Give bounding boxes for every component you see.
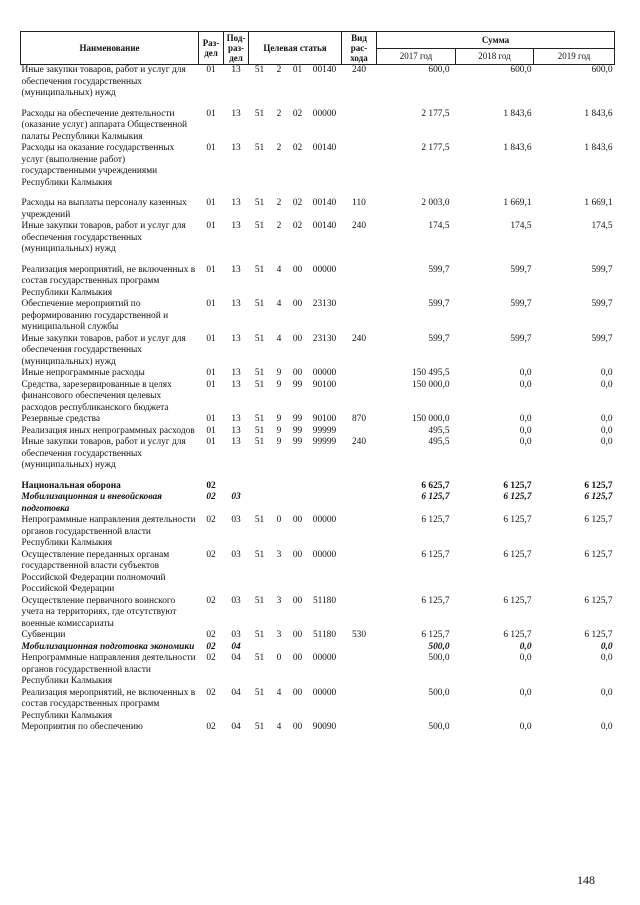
row-target-subprogram	[271, 642, 288, 654]
row-podrazdel: 13	[231, 65, 241, 75]
row-razdel: 01	[206, 437, 216, 447]
row-sum-2017: 174,5	[428, 221, 450, 231]
table-row	[21, 426, 615, 438]
row-razdel: 02	[206, 630, 216, 640]
row-razdel: 01	[206, 198, 216, 208]
row-vid-raskhoda	[342, 653, 377, 688]
row-target-program: 51	[254, 379, 265, 390]
row-target-program	[249, 472, 271, 493]
row-target-subprogram: 0	[276, 653, 282, 663]
row-target-event: 01	[292, 65, 303, 75]
row-target-subprogram: 4	[276, 264, 282, 275]
row-sum-2017: 6 625,7	[421, 480, 450, 491]
row-name: Осуществление первичного воинского учета на территориях, где отсутствуют военные комиссариаты	[21, 595, 177, 629]
row-target-program: 51	[254, 595, 265, 606]
row-target-direction: 00140	[312, 198, 337, 208]
row-target-direction: 51180	[312, 630, 337, 640]
table-row	[21, 688, 615, 723]
row-target-direction: 00140	[312, 65, 337, 75]
row-sum-2017: 495,5	[428, 437, 450, 447]
row-target-program: 51	[254, 108, 265, 119]
row-sum-2018: 0,0	[519, 379, 532, 390]
row-sum-2019: 0,0	[600, 653, 613, 663]
row-vid-raskhoda: 240	[351, 333, 367, 344]
row-target-program: 51	[254, 414, 265, 424]
row-podrazdel: 03	[231, 515, 241, 525]
row-podrazdel	[224, 472, 249, 493]
row-razdel: 02	[206, 549, 216, 560]
row-target-program	[249, 492, 271, 515]
row-target-direction: 00000	[312, 264, 337, 275]
row-sum-2017: 150 495,5	[412, 368, 450, 378]
row-podrazdel: 13	[231, 379, 241, 390]
table-row	[21, 299, 615, 334]
row-vid-raskhoda: 240	[351, 437, 367, 447]
table-row	[21, 492, 615, 515]
row-podrazdel: 13	[231, 264, 241, 275]
row-vid-raskhoda	[342, 722, 377, 734]
header-target: Целевая статья	[249, 32, 342, 65]
row-vid-raskhoda	[342, 299, 377, 334]
row-sum-2017: 600,0	[428, 65, 450, 75]
row-target-program: 51	[254, 549, 265, 560]
row-sum-2018: 599,7	[510, 299, 532, 309]
row-razdel: 01	[206, 108, 216, 119]
row-vid-raskhoda	[342, 472, 377, 493]
row-target-program: 51	[254, 687, 265, 698]
row-podrazdel: 13	[231, 425, 241, 436]
row-sum-2018: 6 125,7	[503, 595, 532, 606]
row-sum-2019: 6 125,7	[584, 492, 613, 502]
row-vid-raskhoda	[342, 380, 377, 415]
row-sum-2019: 0,0	[600, 437, 613, 447]
row-sum-2018: 1 669,1	[503, 198, 532, 208]
row-sum-2018: 0,0	[519, 687, 532, 698]
row-target-subprogram: 2	[276, 143, 282, 153]
row-sum-2017: 6 125,7	[421, 630, 450, 640]
row-name: Расходы на обеспечение деятельности (оказание услуг) аппарата Общественной палаты Республики Калмыкия	[21, 108, 188, 142]
row-target-event	[288, 642, 308, 654]
table-header	[21, 32, 615, 65]
row-target-subprogram	[271, 472, 288, 493]
row-name: Реализация иных непрограммных расходов	[21, 425, 195, 436]
row-podrazdel: 03	[231, 595, 241, 606]
row-podrazdel: 03	[231, 549, 241, 560]
row-target-event: 00	[292, 687, 303, 698]
row-razdel: 01	[206, 221, 216, 231]
row-sum-2017: 599,7	[428, 333, 450, 344]
row-sum-2017: 6 125,7	[421, 492, 450, 502]
row-target-subprogram: 9	[276, 425, 282, 436]
row-sum-2019: 0,0	[600, 368, 613, 378]
row-sum-2017: 150 000,0	[412, 414, 450, 424]
table-row	[21, 630, 615, 642]
row-sum-2019: 0,0	[600, 425, 613, 436]
row-sum-2018: 599,7	[510, 264, 532, 275]
row-sum-2018: 0,0	[519, 425, 532, 436]
row-target-subprogram: 4	[276, 687, 282, 698]
row-sum-2017: 150 000,0	[412, 379, 450, 390]
row-target-subprogram: 3	[276, 549, 282, 560]
table-row	[21, 380, 615, 415]
row-target-program: 51	[254, 630, 265, 640]
row-sum-2019: 0,0	[600, 641, 613, 652]
row-sum-2019: 0,0	[600, 379, 613, 390]
row-target-direction	[308, 472, 342, 493]
row-sum-2017: 2 003,0	[421, 198, 450, 208]
row-sum-2019: 6 125,7	[584, 595, 613, 606]
row-vid-raskhoda: 110	[352, 198, 366, 208]
row-name: Осуществление переданных органам государственной власти субъектов Российской Федерации полномочий Российской Федерации	[21, 549, 170, 594]
row-name: Иные непрограммные расходы	[21, 368, 145, 378]
table-row	[21, 515, 615, 550]
row-sum-2019: 0,0	[600, 687, 613, 698]
row-podrazdel: 03	[231, 492, 241, 502]
row-sum-2018: 0,0	[519, 641, 532, 652]
table-row	[21, 550, 615, 596]
row-name: Субвенции	[21, 630, 66, 640]
row-sum-2018: 0,0	[519, 437, 532, 447]
header-name: Наименование	[21, 32, 199, 65]
row-podrazdel: 13	[231, 108, 241, 119]
row-target-subprogram: 9	[276, 368, 282, 378]
table-row	[21, 100, 615, 144]
row-sum-2018: 0,0	[519, 653, 532, 663]
row-vid-raskhoda	[342, 100, 377, 144]
row-vid-raskhoda: 240	[351, 65, 367, 75]
row-target-event: 99	[292, 425, 303, 436]
row-target-event: 99	[292, 437, 303, 447]
row-target-program: 51	[254, 437, 265, 447]
row-podrazdel: 13	[231, 414, 241, 424]
row-podrazdel: 13	[231, 368, 241, 378]
row-razdel: 02	[206, 595, 216, 606]
header-summa: Сумма	[377, 32, 615, 49]
row-target-subprogram: 3	[276, 595, 282, 606]
row-razdel: 01	[206, 368, 216, 378]
row-podrazdel: 13	[231, 437, 241, 447]
row-target-subprogram	[271, 492, 288, 515]
row-sum-2018: 600,0	[510, 65, 532, 75]
row-target-subprogram: 2	[276, 198, 282, 208]
row-name: Иные закупки товаров, работ и услуг для обеспечения государственных (муниципальных) нужд	[21, 65, 186, 98]
row-sum-2018: 0,0	[519, 722, 532, 732]
row-vid-raskhoda	[342, 143, 377, 189]
row-name: Мероприятия по обеспечению	[21, 722, 143, 732]
row-name: Национальная оборона	[21, 480, 121, 491]
row-target-event: 00	[292, 368, 303, 378]
row-sum-2017: 6 125,7	[421, 549, 450, 560]
row-vid-raskhoda	[342, 256, 377, 300]
row-target-direction: 00000	[312, 368, 337, 378]
row-sum-2017: 2 177,5	[421, 143, 450, 153]
row-name: Иные закупки товаров, работ и услуг для обеспечения государственных (муниципальных) нужд	[21, 221, 186, 254]
row-sum-2017: 500,0	[428, 722, 450, 732]
row-sum-2017: 599,7	[428, 264, 450, 275]
row-target-direction: 23130	[312, 333, 337, 344]
row-target-program: 51	[254, 221, 265, 231]
row-target-program: 51	[254, 425, 265, 436]
header-razdel: Раз-дел	[199, 32, 224, 65]
table-row	[21, 472, 615, 493]
row-target-subprogram: 4	[276, 333, 282, 344]
row-name: Резервные средства	[21, 414, 101, 424]
row-name: Иные закупки товаров, работ и услуг для обеспечения государственных (муниципальных) нужд	[21, 333, 186, 367]
row-sum-2017: 500,0	[428, 653, 450, 663]
table-body	[21, 65, 615, 734]
row-razdel: 02	[206, 722, 216, 732]
row-razdel: 01	[206, 333, 216, 344]
row-target-direction: 00140	[312, 143, 337, 153]
row-name: Мобилизационная и вневойсковая подготовка	[21, 492, 163, 514]
row-sum-2018: 1 843,6	[503, 108, 532, 119]
row-sum-2018: 1 843,6	[503, 143, 532, 153]
row-target-direction: 00000	[312, 549, 337, 560]
row-target-event: 02	[292, 108, 303, 119]
table-row	[21, 414, 615, 426]
row-razdel: 01	[206, 65, 216, 75]
row-sum-2018: 6 125,7	[503, 492, 532, 502]
row-target-program: 51	[254, 653, 265, 663]
row-target-direction: 00000	[312, 653, 337, 663]
row-sum-2019: 1 669,1	[584, 198, 613, 208]
row-target-direction: 51180	[312, 595, 337, 606]
row-target-event: 02	[292, 221, 303, 231]
row-target-direction: 90090	[312, 722, 337, 732]
row-vid-raskhoda: 240	[351, 221, 367, 231]
row-target-subprogram: 9	[276, 414, 282, 424]
header-2017: 2017 год	[377, 48, 456, 65]
row-target-subprogram: 2	[276, 65, 282, 75]
row-target-direction: 00000	[312, 515, 337, 525]
row-target-subprogram: 9	[276, 437, 282, 447]
row-target-event: 00	[292, 299, 303, 309]
row-razdel: 02	[206, 492, 216, 502]
row-target-program: 51	[254, 722, 265, 732]
row-target-event: 99	[292, 414, 303, 424]
table-row	[21, 722, 615, 734]
row-target-direction	[308, 642, 342, 654]
table-row	[21, 65, 615, 100]
table-row	[21, 642, 615, 654]
row-razdel: 01	[206, 414, 216, 424]
row-sum-2019: 6 125,7	[584, 515, 613, 525]
row-razdel: 02	[206, 641, 216, 652]
table-row	[21, 334, 615, 369]
header-podrazdel: Под-раз-дел	[224, 32, 249, 65]
row-target-direction: 99999	[312, 425, 337, 436]
row-podrazdel: 04	[231, 687, 241, 698]
row-sum-2019: 1 843,6	[584, 108, 613, 119]
row-vid-raskhoda: 870	[351, 414, 367, 424]
row-target-program	[249, 642, 271, 654]
row-target-event: 00	[292, 549, 303, 560]
row-target-subprogram: 0	[276, 515, 282, 525]
row-target-event: 00	[292, 333, 303, 344]
row-razdel: 01	[206, 299, 216, 309]
row-target-direction: 00140	[312, 221, 337, 231]
row-vid-raskhoda	[342, 642, 377, 654]
row-sum-2017: 500,0	[428, 687, 450, 698]
row-target-program: 51	[254, 368, 265, 378]
row-sum-2017: 6 125,7	[421, 595, 450, 606]
row-vid-raskhoda: 530	[351, 630, 367, 640]
row-target-event	[288, 492, 308, 515]
row-target-event: 02	[292, 143, 303, 153]
row-sum-2018: 6 125,7	[503, 480, 532, 491]
row-razdel: 01	[206, 143, 216, 153]
row-target-subprogram: 3	[276, 630, 282, 640]
row-sum-2019: 6 125,7	[584, 630, 613, 640]
row-target-program: 51	[254, 264, 265, 275]
row-target-event: 00	[292, 595, 303, 606]
header-vid: Вид рас-хода	[342, 32, 377, 65]
row-vid-raskhoda	[342, 492, 377, 515]
row-sum-2018: 6 125,7	[503, 515, 532, 525]
row-target-direction	[308, 492, 342, 515]
row-target-event: 00	[292, 630, 303, 640]
row-podrazdel: 13	[231, 299, 241, 309]
table-row	[21, 653, 615, 688]
row-podrazdel: 13	[231, 143, 241, 153]
row-target-program: 51	[254, 515, 265, 525]
row-target-program: 51	[254, 143, 265, 153]
row-razdel: 02	[206, 480, 216, 491]
row-target-event: 02	[292, 198, 303, 208]
row-vid-raskhoda	[342, 515, 377, 550]
row-podrazdel: 04	[231, 722, 241, 732]
row-target-direction: 00000	[312, 108, 337, 119]
row-target-subprogram: 2	[276, 221, 282, 231]
row-vid-raskhoda	[342, 688, 377, 723]
row-razdel: 02	[206, 515, 216, 525]
row-sum-2018: 6 125,7	[503, 630, 532, 640]
row-sum-2019: 600,0	[591, 65, 613, 75]
row-sum-2019: 6 125,7	[584, 480, 613, 491]
table-row	[21, 256, 615, 300]
row-podrazdel: 03	[231, 630, 241, 640]
row-target-subprogram: 4	[276, 299, 282, 309]
table-row	[21, 437, 615, 472]
row-target-direction: 90100	[312, 379, 337, 390]
header-2018: 2018 год	[456, 48, 534, 65]
table-row	[21, 368, 615, 380]
row-sum-2019: 599,7	[591, 264, 613, 275]
row-target-event	[288, 472, 308, 493]
row-target-event: 00	[292, 653, 303, 663]
row-sum-2019: 0,0	[600, 414, 613, 424]
row-sum-2017: 2 177,5	[421, 108, 450, 119]
row-name: Непрограммные направления деятельности органов государственной власти Республики Калмыкия	[21, 653, 196, 686]
row-vid-raskhoda	[342, 596, 377, 631]
row-target-event: 00	[292, 722, 303, 732]
row-razdel: 02	[206, 687, 216, 698]
row-sum-2018: 6 125,7	[503, 549, 532, 560]
page-number: 148	[577, 873, 595, 887]
row-name: Непрограммные направления деятельности органов государственной власти Республики Калмыкия	[21, 515, 196, 548]
row-name: Средства, зарезервированные в целях финансового обеспечения целевых расходов республиканского бюджета	[21, 379, 172, 413]
table-row	[21, 221, 615, 256]
row-target-direction: 00000	[312, 687, 337, 698]
row-podrazdel: 04	[231, 653, 241, 663]
row-vid-raskhoda	[342, 426, 377, 438]
row-target-program: 51	[254, 333, 265, 344]
row-name: Мобилизационная подготовка экономики	[21, 641, 195, 652]
header-2019: 2019 год	[534, 48, 615, 65]
row-name: Расходы на выплаты персоналу казенных учреждений	[21, 198, 187, 220]
row-razdel: 01	[206, 425, 216, 436]
row-name: Реализация мероприятий, не включенных в состав государственных программ Республики Калмыкия	[21, 687, 196, 721]
row-name: Расходы на оказание государственных услуг (выполнение работ) государственными учреждениями Республики Калмыкия	[21, 143, 175, 188]
row-razdel: 02	[206, 653, 216, 663]
row-target-program: 51	[254, 299, 265, 309]
row-target-subprogram: 2	[276, 108, 282, 119]
row-target-event: 00	[292, 264, 303, 275]
row-podrazdel: 04	[231, 641, 241, 652]
row-sum-2018: 0,0	[519, 368, 532, 378]
row-razdel: 01	[206, 264, 216, 275]
row-target-direction: 23130	[312, 299, 337, 309]
row-target-program: 51	[254, 198, 265, 208]
row-target-event: 00	[292, 515, 303, 525]
row-target-direction: 90100	[312, 414, 337, 424]
row-target-direction: 99999	[312, 437, 337, 447]
row-sum-2018: 599,7	[510, 333, 532, 344]
table-row	[21, 143, 615, 189]
row-podrazdel: 13	[231, 221, 241, 231]
row-sum-2018: 0,0	[519, 414, 532, 424]
row-podrazdel: 13	[231, 333, 241, 344]
table-row	[21, 596, 615, 631]
row-razdel: 01	[206, 379, 216, 390]
row-sum-2019: 599,7	[591, 299, 613, 309]
table-row	[21, 189, 615, 221]
row-sum-2017: 599,7	[428, 299, 450, 309]
row-sum-2017: 500,0	[428, 641, 450, 652]
row-name: Обеспечение мероприятий по реформированию государственной и муниципальной службы	[21, 299, 169, 332]
row-sum-2018: 174,5	[510, 221, 532, 231]
row-sum-2019: 174,5	[591, 221, 613, 231]
row-vid-raskhoda	[342, 368, 377, 380]
row-target-subprogram: 9	[276, 379, 282, 390]
row-name: Иные закупки товаров, работ и услуг для обеспечения государственных (муниципальных) нужд	[21, 437, 186, 470]
row-target-program: 51	[254, 65, 265, 75]
row-sum-2019: 1 843,6	[584, 143, 613, 153]
row-name: Реализация мероприятий, не включенных в состав государственных программ Республики Калмыкия	[21, 264, 196, 298]
row-sum-2019: 599,7	[591, 333, 613, 344]
budget-table	[20, 31, 615, 734]
row-podrazdel: 13	[231, 198, 241, 208]
row-sum-2017: 495,5	[428, 425, 450, 436]
row-target-event: 99	[292, 379, 303, 390]
row-vid-raskhoda	[342, 550, 377, 596]
row-target-subprogram: 4	[276, 722, 282, 732]
row-sum-2019: 6 125,7	[584, 549, 613, 560]
row-sum-2017: 6 125,7	[421, 515, 450, 525]
row-sum-2019: 0,0	[600, 722, 613, 732]
